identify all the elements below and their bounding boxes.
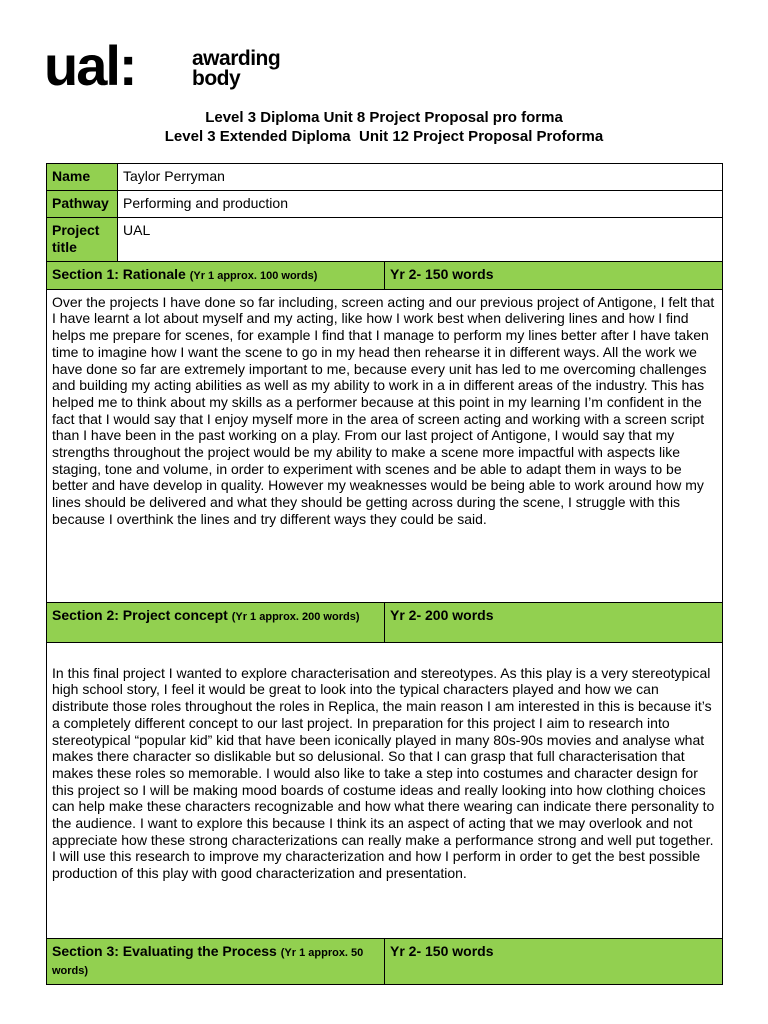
document-title-line1: Level 3 Diploma Unit 8 Project Proposal pro forma <box>205 109 563 126</box>
section3-heading-cell <box>47 938 385 984</box>
section2-note: (Yr 1 approx. 200 words) <box>231 610 360 623</box>
name-label: Name <box>47 164 118 191</box>
logo-sub-line1: awarding <box>192 47 281 70</box>
section2-yr2: Yr 2- 200 words <box>385 602 723 642</box>
section1-yr2: Yr 2- 150 words <box>385 262 723 290</box>
pathway-row <box>47 191 723 218</box>
section2-body: In this final project I wanted to explore characterisation and stereotypes. As this play is a very stereotypical high school story, I feel it would be great to look into the typical characters played and how we can distribute those roles throughout the roles in Replica, the main reason I am interested in this is because it’s a completely different concept to our last project. In preparation for this project I aim to research into stereotypical “popular kid” kid that have been iconically played in many 80s-90s movies and analyse what makes there character so dislikable but so delusional. So that I can grasp that full characterisation that makes these roles so memorable. I would also like to take a step into costumes and character design for this project so I will be making mood boards of costume ideas and really looking into how clothing choices can help make these characters recognizable and how what there wearing can indicate there personality to the audience. I want to explore this because I think its an aspect of acting that we may overlook and not appreciate how these strong characterizations can really make a performance strong and well put together. I will use this research to improve my characterization and how I perform in order to get the best possible production of this play with good characterization and presentation. <box>47 642 723 938</box>
project-title-label: Project title <box>47 218 118 262</box>
logo-sub-line2: body <box>192 67 241 90</box>
section2-header-row <box>47 602 723 642</box>
project-title-value: UAL <box>118 218 723 262</box>
section1-note: (Yr 1 approx. 100 words) <box>189 270 318 282</box>
section1-body-row <box>47 289 723 602</box>
name-row <box>47 164 723 191</box>
pathway-value: Performing and production <box>118 191 723 218</box>
section3-note: (Yr 1 approx. 50 words) <box>52 946 364 978</box>
logo-main-text: ual: <box>44 34 136 97</box>
section1-heading: Section 1: Rationale <box>52 266 186 282</box>
section1-header-row <box>47 262 723 290</box>
section2-heading-cell <box>47 602 385 642</box>
project-title-row <box>47 218 723 262</box>
name-value: Taylor Perryman <box>118 164 723 191</box>
section1-body: Over the projects I have done so far including, screen acting and our previous project of Antigone, I felt that I have learnt a lot about myself and my acting, like how I work best when delivering lines and how I find helps me prepare for scenes, for example I find that I manage to perform my lines better after I have taken time to imagine how I want the scene to go in my head then rehearse it in different ways. All the work we have done so far are extremely important to me, because every unit has led to me overcoming challenges and building my acting abilities as well as my ability to work in a in different areas of the industry. This has helped me to think about my skills as a performer because at this point in my learning I’m confident in the fact that I would say that I enjoy myself more in the area of screen acting and working with a screen script than I have been in the past working on a play. From our last project of Antigone, I would say that my strengths throughout the project would be my ability to make a scene more impactful with aspects like staging, tone and volume, in order to experiment with scenes and be able to adapt them in ways to be better and have develop in quality. However my weaknesses would be being able to work around how my lines should be delivered and what they should be getting across during the scene, I struggle with this because I overthink the lines and try different ways they could be said. <box>47 289 723 602</box>
pathway-label: Pathway <box>47 191 118 218</box>
logo-sub-text <box>192 49 280 89</box>
section3-yr2: Yr 2- 150 words <box>385 938 723 984</box>
section3-heading: Section 3: Evaluating the Process <box>52 942 277 959</box>
document-title-line2: Level 3 Extended Diploma Unit 12 Project Proposal Proforma <box>164 128 604 145</box>
proposal-form-table <box>46 163 723 985</box>
section1-heading-cell <box>47 262 385 290</box>
document-titles <box>0 108 768 146</box>
section2-heading: Section 2: Project concept <box>52 606 228 623</box>
section2-body-row <box>47 642 723 938</box>
section3-header-row <box>47 938 723 984</box>
